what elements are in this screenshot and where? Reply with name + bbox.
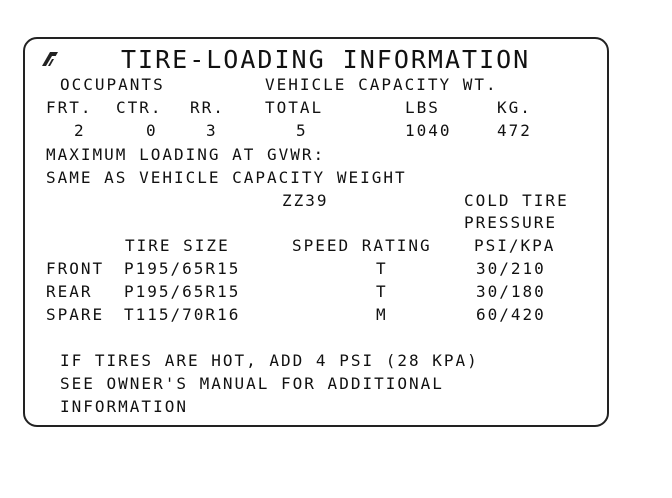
same-as-text: SAME AS VEHICLE CAPACITY WEIGHT bbox=[46, 168, 407, 187]
tire-size-header: TIRE SIZE bbox=[125, 236, 230, 255]
psi-kpa-header: PSI/KPA bbox=[474, 236, 556, 255]
value-kg: 472 bbox=[497, 121, 532, 140]
row-rear-pressure: 30/180 bbox=[476, 282, 546, 301]
row-front-position: FRONT bbox=[46, 259, 105, 278]
col-rr: RR. bbox=[190, 98, 225, 117]
owners-manual-note: SEE OWNER'S MANUAL FOR ADDITIONAL bbox=[60, 374, 444, 393]
value-frt: 2 bbox=[74, 121, 86, 140]
brand-logo-icon bbox=[40, 50, 60, 68]
col-kg: KG. bbox=[497, 98, 532, 117]
row-spare-position: SPARE bbox=[46, 305, 105, 324]
pressure-header: PRESSURE bbox=[464, 213, 558, 232]
row-spare-rating: M bbox=[376, 305, 388, 324]
cold-tire-header: COLD TIRE bbox=[464, 191, 569, 210]
row-front-rating: T bbox=[376, 259, 388, 278]
col-lbs: LBS bbox=[405, 98, 440, 117]
speed-rating-header: SPEED RATING bbox=[292, 236, 432, 255]
occupants-header: OCCUPANTS bbox=[60, 75, 165, 94]
row-rear-position: REAR bbox=[46, 282, 93, 301]
row-front-pressure: 30/210 bbox=[476, 259, 546, 278]
value-ctr: 0 bbox=[146, 121, 158, 140]
row-spare-pressure: 60/420 bbox=[476, 305, 546, 324]
row-rear-size: P195/65R15 bbox=[124, 282, 241, 301]
col-total: TOTAL bbox=[265, 98, 324, 117]
col-frt: FRT. bbox=[46, 98, 93, 117]
row-front-size: P195/65R15 bbox=[124, 259, 241, 278]
vehicle-capacity-header: VEHICLE CAPACITY WT. bbox=[265, 75, 498, 94]
max-loading-text: MAXIMUM LOADING AT GVWR: bbox=[46, 145, 326, 164]
row-rear-rating: T bbox=[376, 282, 388, 301]
col-ctr: CTR. bbox=[116, 98, 163, 117]
label-title: TIRE-LOADING INFORMATION bbox=[121, 45, 531, 74]
row-spare-size: T115/70R16 bbox=[124, 305, 241, 324]
value-lbs: 1040 bbox=[405, 121, 452, 140]
value-total: 5 bbox=[296, 121, 308, 140]
label-code: ZZ39 bbox=[282, 191, 329, 210]
information-note: INFORMATION bbox=[60, 397, 188, 416]
hot-tire-note: IF TIRES ARE HOT, ADD 4 PSI (28 KPA) bbox=[60, 351, 479, 370]
value-rr: 3 bbox=[206, 121, 218, 140]
